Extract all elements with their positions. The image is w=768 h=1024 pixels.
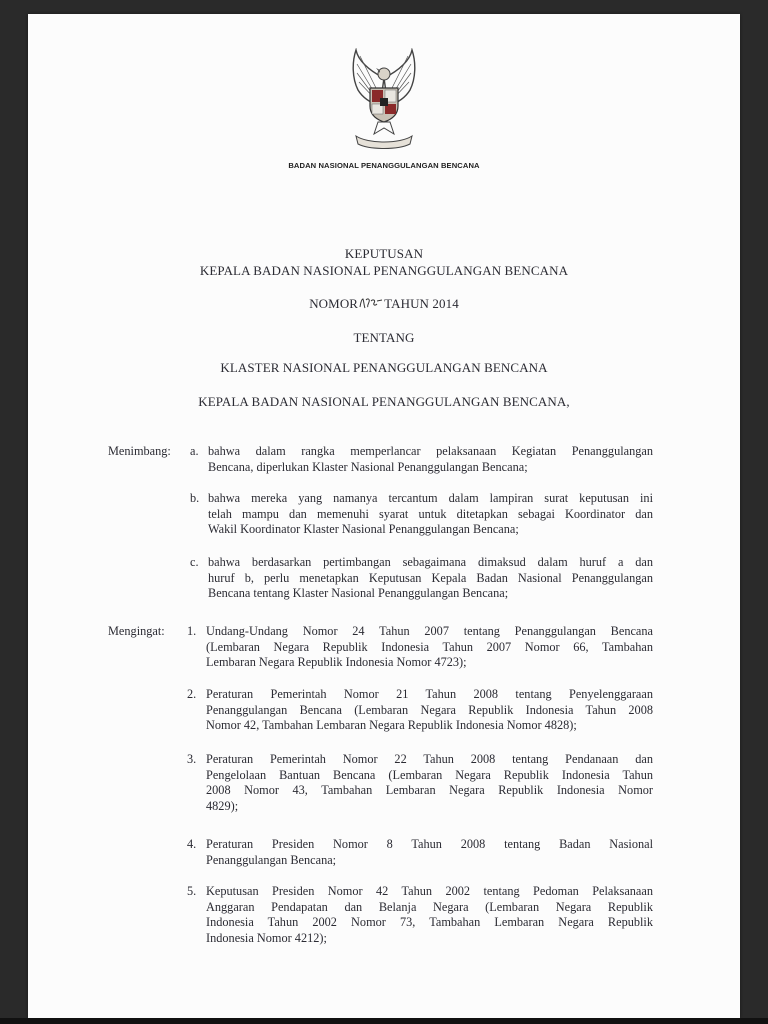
menimbang-item-c (190, 555, 653, 602)
item-line: telah mampu dan memenuhi syarat untuk ditetapkan sebagai Koordinator dan (208, 506, 653, 521)
item-line: Wakil Koordinator Klaster Nasional Penanggulangan Bencana; (208, 522, 519, 536)
item-line: Indonesia Nomor 4212); (206, 930, 327, 945)
document-page (28, 14, 740, 1018)
menimbang-item-b (190, 491, 653, 538)
title-tentang: TENTANG (353, 330, 415, 345)
title-kepala: KEPALA BADAN NASIONAL PENANGGULANGAN BENCANA (199, 263, 569, 278)
mengingat-item-1 (187, 624, 653, 671)
item-line: 2008 Nomor 43, Tambahan Lembaran Negara Republik Indonesia Nomor (206, 783, 653, 797)
mengingat-label: Mengingat: (108, 624, 165, 638)
menimbang-item-a (190, 444, 653, 475)
item-line: (Lembaran Negara Republik Indonesia Tahun 2007 Nomor 66, Tambahan (206, 639, 653, 654)
nomor-suffix: TAHUN 2014 (384, 296, 459, 311)
handwritten-number-icon (358, 297, 384, 309)
item-line: huruf b, perlu menetapkan Keputusan Kepala Badan Nasional Penanggulangan (208, 570, 653, 585)
agency-name: BADAN NASIONAL PENANGGULANGAN BENCANA (288, 161, 480, 170)
item-line: Indonesia Tahun 2002 Nomor 73, Tambahan Lembaran Negara Republik (206, 915, 653, 929)
item-line: Nomor 42, Tambahan Lembaran Negara Republik Indonesia Nomor 4828); (206, 718, 577, 732)
item-line: 4829); (206, 798, 239, 813)
item-mark: 1. (187, 624, 197, 638)
item-mark: 5. (187, 884, 197, 898)
item-line: Bencana, diperlukan Klaster Nasional Penanggulangan Bencana; (208, 459, 528, 474)
garuda-emblem-icon (338, 48, 430, 152)
item-line: Undang-Undang Nomor 24 Tahun 2007 tentang Penanggulangan Bencana (206, 624, 653, 638)
item-line: Peraturan Pemerintah Nomor 21 Tahun 2008 tentang Penyelenggaraan (206, 687, 653, 701)
title-authority: KEPALA BADAN NASIONAL PENANGGULANGAN BENCANA, (198, 394, 570, 409)
item-mark: 2. (187, 687, 197, 701)
item-line: Keputusan Presiden Nomor 42 Tahun 2002 tentang Pedoman Pelaksanaan (206, 884, 653, 898)
mengingat-item-5 (187, 884, 653, 946)
item-line: Penanggulangan Bencana; (206, 852, 337, 867)
mengingat-item-3 (187, 752, 653, 814)
item-mark: a. (190, 444, 199, 458)
item-line: Anggaran Pendapatan dan Belanja Negara (Lembaran Negara Republik (206, 899, 653, 914)
item-mark: 3. (187, 752, 197, 766)
item-line: bahwa mereka yang namanya tercantum dalam lampiran surat keputusan ini (208, 491, 653, 505)
title-keputusan: KEPUTUSAN (344, 246, 424, 261)
item-line: Bencana tentang Klaster Nasional Penanggulangan Bencana; (208, 586, 509, 600)
item-line: Pengelolaan Bantuan Bencana (Lembaran Negara Republik Indonesia Tahun (206, 767, 653, 782)
mengingat-item-4 (187, 837, 653, 868)
menimbang-label: Menimbang: (108, 444, 171, 458)
item-line: Peraturan Pemerintah Nomor 22 Tahun 2008 tentang Pendanaan dan (206, 752, 653, 766)
title-nomor (28, 296, 740, 312)
item-mark: c. (190, 555, 199, 569)
item-line: bahwa dalam rangka memperlancar pelaksanaan Kegiatan Penanggulangan (208, 444, 653, 458)
item-line: Peraturan Presiden Nomor 8 Tahun 2008 tentang Badan Nasional (206, 837, 653, 851)
item-line: Penanggulangan Bencana (Lembaran Negara Republik Indonesia Tahun 2008 (206, 702, 653, 717)
scan-edge (0, 1018, 768, 1024)
mengingat-item-2 (187, 687, 653, 734)
item-mark: 4. (187, 837, 197, 851)
item-line: Lembaran Negara Republik Indonesia Nomor 4723); (206, 655, 467, 669)
item-mark: b. (190, 491, 200, 505)
item-line: bahwa berdasarkan pertimbangan sebagaimana dimaksud dalam huruf a dan (208, 555, 653, 569)
nomor-prefix: NOMOR (309, 296, 359, 311)
title-subject: KLASTER NASIONAL PENANGGULANGAN BENCANA (220, 360, 548, 375)
